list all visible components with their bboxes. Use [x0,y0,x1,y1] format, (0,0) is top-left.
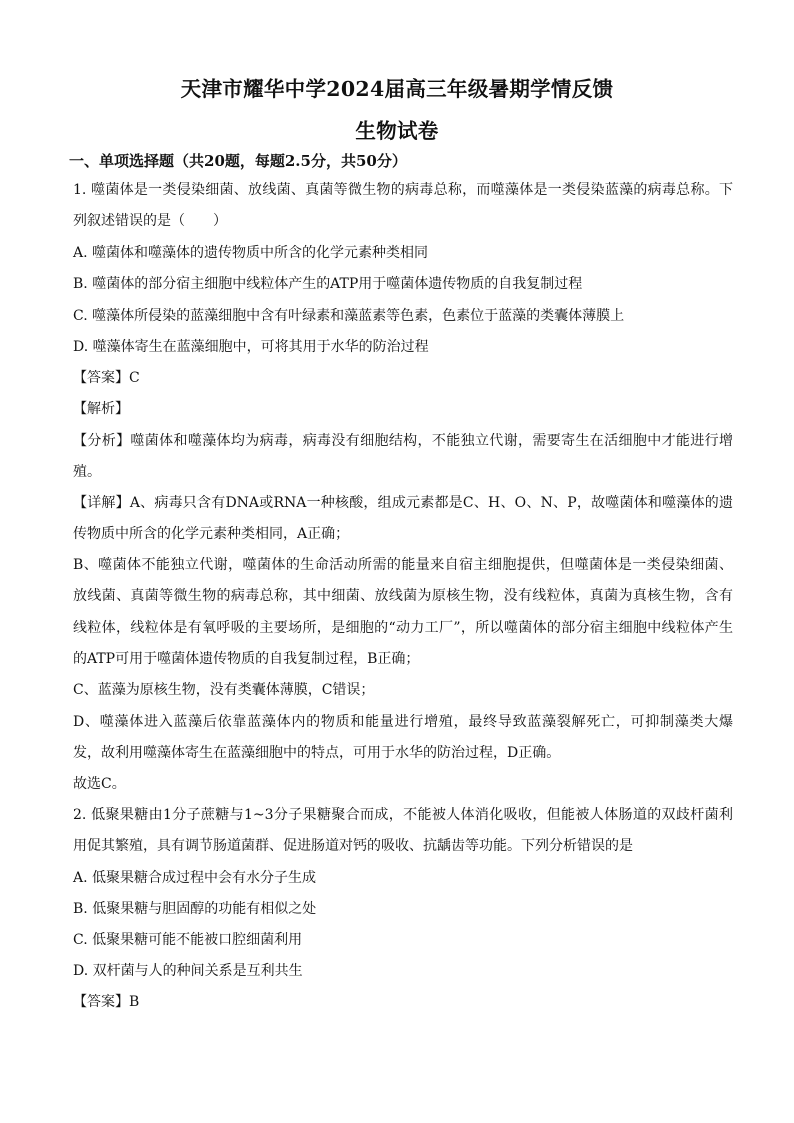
q1-option-d: D. 噬藻体寄生在蓝藻细胞中，可将其用于水华的防治过程 [73,339,429,355]
q1-option-c: C. 噬藻体所侵染的蓝藻细胞中含有叶绿素和藻蓝素等色素，色素位于蓝藻的类囊体薄膜上 [73,308,625,324]
q1-fenxi-line-1: 【分析】噬菌体和噬藻体均为病毒，病毒没有细胞结构，不能独立代谢，需要寄生在活细胞中才能进行增 [73,433,733,449]
q1-stem-line-2: 列叙述错误的是（ ） [73,213,227,229]
q1-fenxi-line-2: 殖。 [73,464,101,480]
q1-detail-d-line-2: 发，故利用噬藻体寄生在蓝藻细胞中的特点，可用于水华的防治过程，D正确。 [73,745,561,761]
exam-title: 天津市耀华中学2024届高三年级暑期学情反馈 [180,77,614,101]
q1-stem-line-1: 1. 噬菌体是一类侵染细菌、放线菌、真菌等微生物的病毒总称，而噬藻体是一类侵染蓝藻的病毒总称。下 [73,182,733,198]
q2-answer: 【答案】B [73,994,140,1010]
q2-option-c: C. 低聚果糖可能不能被口腔细菌利用 [73,932,303,948]
q2-option-a: A. 低聚果糖合成过程中会有水分子生成 [73,870,317,886]
exam-subtitle: 生物试卷 [355,119,439,143]
q2-option-b: B. 低聚果糖与胆固醇的功能有相似之处 [73,901,317,917]
q1-detail-c-line-1: C、蓝藻为原核生物，没有类囊体薄膜，C错误； [73,682,375,698]
section-heading: 一、单项选择题（共20题，每题2.5分，共50分） [69,152,407,170]
q1-option-a: A. 噬菌体和噬藻体的遗传物质中所含的化学元素种类相同 [73,245,429,261]
q1-detail-d-line-1: D、噬藻体进入蓝藻后依靠蓝藻体内的物质和能量进行增殖，最终导致蓝藻裂解死亡，可抑制藻类大爆 [73,714,733,730]
q1-detail-b-line-1: B、噬菌体不能独立代谢，噬菌体的生命活动所需的能量来自宿主细胞提供，但噬菌体是一类侵染细菌、 [73,557,733,573]
q1-conclusion: 故选C。 [73,776,126,792]
q1-answer: 【答案】C [73,370,140,386]
q1-option-b: B. 噬菌体的部分宿主细胞中线粒体产生的ATP用于噬菌体遗传物质的自我复制过程 [73,276,583,292]
q1-detail-b-line-3: 线粒体，线粒体是有氧呼吸的主要场所，是细胞的“动力工厂”，所以噬菌体的部分宿主细胞中线粒体产生 [73,620,733,636]
q1-analysis-heading: 【解析】 [73,401,129,417]
q1-detail-b-line-4: 的ATP可用于噬菌体遗传物质的自我复制过程，B正确； [73,651,420,667]
q2-option-d: D. 双杆菌与人的种间关系是互利共生 [73,963,303,979]
q2-stem-line-1: 2. 低聚果糖由1分子蔗糖与1~3分子果糖聚合而成，不能被人体消化吸收，但能被人体肠道的双歧杆菌利 [73,807,733,823]
q2-stem-line-2: 用促其繁殖，具有调节肠道菌群、促进肠道对钙的吸收、抗龋齿等功能。下列分析错误的是 [73,838,633,854]
q1-detail-b-line-2: 放线菌、真菌等微生物的病毒总称，其中细菌、放线菌为原核生物，没有线粒体，真菌为真核生物，含有 [73,588,733,604]
q1-detail-line-1: 【详解】A、病毒只含有DNA或RNA一种核酸，组成元素都是C、H、O、N、P，故噬菌体和噬藻体的遗 [73,495,733,511]
q1-detail-line-2: 传物质中所含的化学元素种类相同，A正确； [73,526,350,542]
